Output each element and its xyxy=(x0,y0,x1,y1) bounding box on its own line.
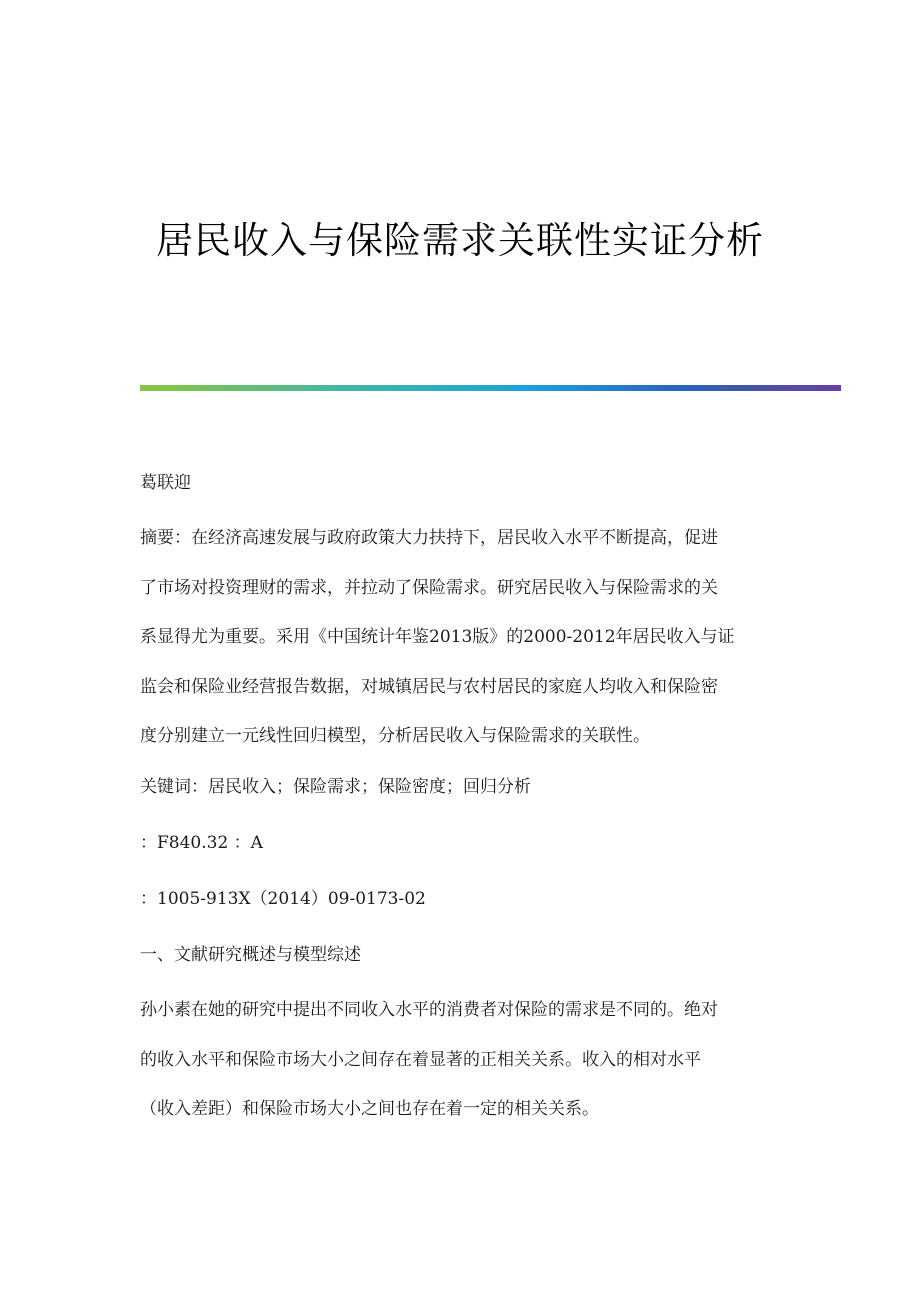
abstract-line: 系显得尤为重要。采用《中国统计年鉴2013版》的2000-2012年居民收入与证 xyxy=(140,627,735,647)
article-id: ：1005-913X（2014）09-0173-02 xyxy=(140,889,426,909)
abstract-line: 度分别建立一元线性回归模型，分析居民收入与保险需求的关联性。 xyxy=(140,726,650,746)
title-divider xyxy=(140,385,841,391)
author-name: 葛联迎 xyxy=(140,473,191,493)
abstract-line: 摘要：在经济高速发展与政府政策大力扶持下，居民收入水平不断提高，促进 xyxy=(140,528,718,548)
keywords: 关键词：居民收入；保险需求；保险密度；回归分析 xyxy=(140,777,531,797)
classification-number: ：F840.32 ：A xyxy=(140,833,263,853)
abstract-line: 监会和保险业经营报告数据，对城镇居民与农村居民的家庭人均收入和保险密 xyxy=(140,676,718,697)
body-line: （收入差距）和保险市场大小之间也存在着一定的相关关系。 xyxy=(140,1099,599,1119)
abstract-line: 了市场对投资理财的需求，并拉动了保险需求。研究居民收入与保险需求的关 xyxy=(140,577,718,598)
body-paragraph xyxy=(140,986,790,1135)
section-heading: 一、文献研究概述与模型综述 xyxy=(140,945,361,965)
abstract xyxy=(140,514,790,762)
body-line: 的收入水平和保险市场大小之间存在着显著的正相关关系。收入的相对水平 xyxy=(140,1049,701,1070)
document-title: 居民收入与保险需求关联性实证分析 xyxy=(156,219,764,262)
body-line: 孙小素在她的研究中提出不同收入水平的消费者对保险的需求是不同的。绝对 xyxy=(140,1000,718,1020)
